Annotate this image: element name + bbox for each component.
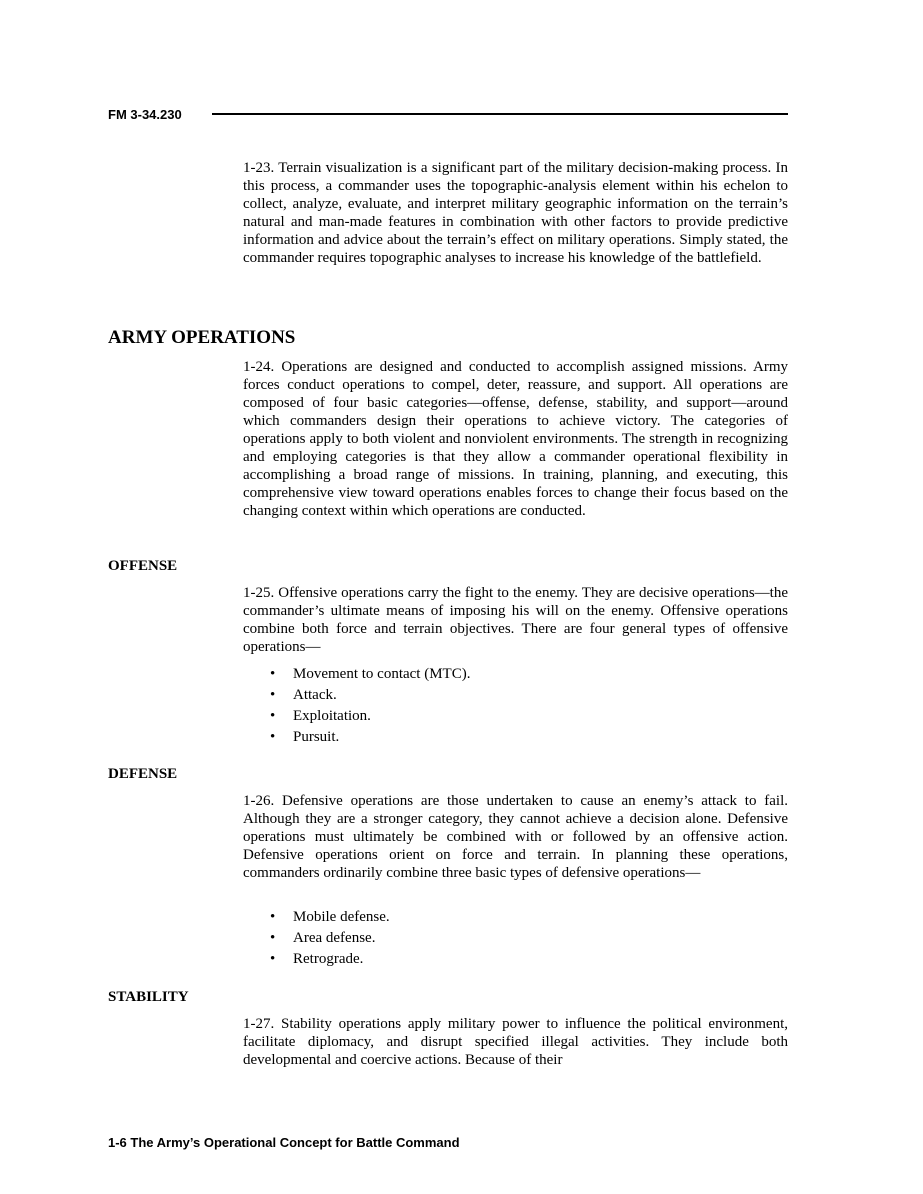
bullet-glyph: •	[270, 930, 276, 946]
list-item-text: Mobile defense.	[293, 909, 390, 925]
bullet-glyph: •	[270, 909, 276, 925]
bullet-glyph: •	[270, 951, 276, 967]
offense-types-list	[270, 664, 770, 748]
defense-types-list	[270, 907, 770, 970]
list-item-text: Exploitation.	[293, 708, 371, 724]
paragraph-1-26: 1-26. Defensive operations are those undertaken to cause an enemy’s attack to fail. Although they are a stronger category, they cannot achieve a decision alone. Defensive operations must ultimately be combined with or followed by an offensive action. Defensive operations orient on force and terrain. In planning these operations, commanders ordinarily combine three basic types of defensive operations—	[243, 793, 788, 881]
list-item	[270, 949, 770, 970]
header-rule	[212, 113, 788, 115]
heading-offense: OFFENSE	[108, 558, 178, 574]
list-item-text: Pursuit.	[293, 729, 340, 745]
paragraph-1-24: 1-24. Operations are designed and conducted to accomplish assigned missions. Army forces conduct operations to compel, deter, reassure, and support. All operations are composed of four basic categories—offense, defense, stability, and support—around which commanders design their operations to achieve victory. The categories of operations apply to both violent and nonviolent environments. The strength in recognizing and employing categories is that they allow a commander operational flexibility in accomplishing a broad range of missions. In training, planning, and executing, this comprehensive view toward operations enables forces to change their focus based on the changing context within which operations are conducted.	[243, 359, 788, 519]
bullet-glyph: •	[270, 687, 276, 703]
bullet-glyph: •	[270, 666, 276, 682]
list-item	[270, 928, 770, 949]
paragraph-1-23: 1-23. Terrain visualization is a significant part of the military decision-making process. In this process, a commander uses the topographic-analysis element within his echelon to collect, analyze, evaluate, and interpret military geographic information on the terrain’s natural and man-made features in combination with other factors to provide predictive information and advice about the terrain’s effect on military operations. Simply stated, the commander requires topographic analyses to increase his knowledge of the battlefield.	[243, 160, 788, 266]
running-header	[108, 104, 788, 124]
paragraph-1-25: 1-25. Offensive operations carry the fight to the enemy. They are decisive operations—the commander’s ultimate means of imposing his will on the enemy. Offensive operations combine both force and terrain objectives. There are four general types of offensive operations—	[243, 585, 788, 655]
bullet-glyph: •	[270, 708, 276, 724]
heading-army-operations: ARMY OPERATIONS	[108, 327, 296, 348]
running-footer: 1-6 The Army’s Operational Concept for Battle Command	[108, 1135, 460, 1150]
list-item	[270, 727, 770, 748]
bullet-glyph: •	[270, 729, 276, 745]
list-item	[270, 907, 770, 928]
paragraph-1-27: 1-27. Stability operations apply military power to influence the political environment, facilitate diplomacy, and disrupt specified illegal activities. They include both developmental and coercive actions. Because of their	[243, 1016, 788, 1068]
list-item-text: Movement to contact (MTC).	[293, 666, 471, 682]
list-item-text: Area defense.	[293, 930, 376, 946]
document-id: FM 3-34.230	[108, 106, 182, 122]
list-item	[270, 664, 770, 685]
list-item	[270, 706, 770, 727]
list-item-text: Attack.	[293, 687, 337, 703]
list-item	[270, 685, 770, 706]
list-item-text: Retrograde.	[293, 951, 364, 967]
heading-stability: STABILITY	[108, 989, 189, 1005]
heading-defense: DEFENSE	[108, 766, 178, 782]
